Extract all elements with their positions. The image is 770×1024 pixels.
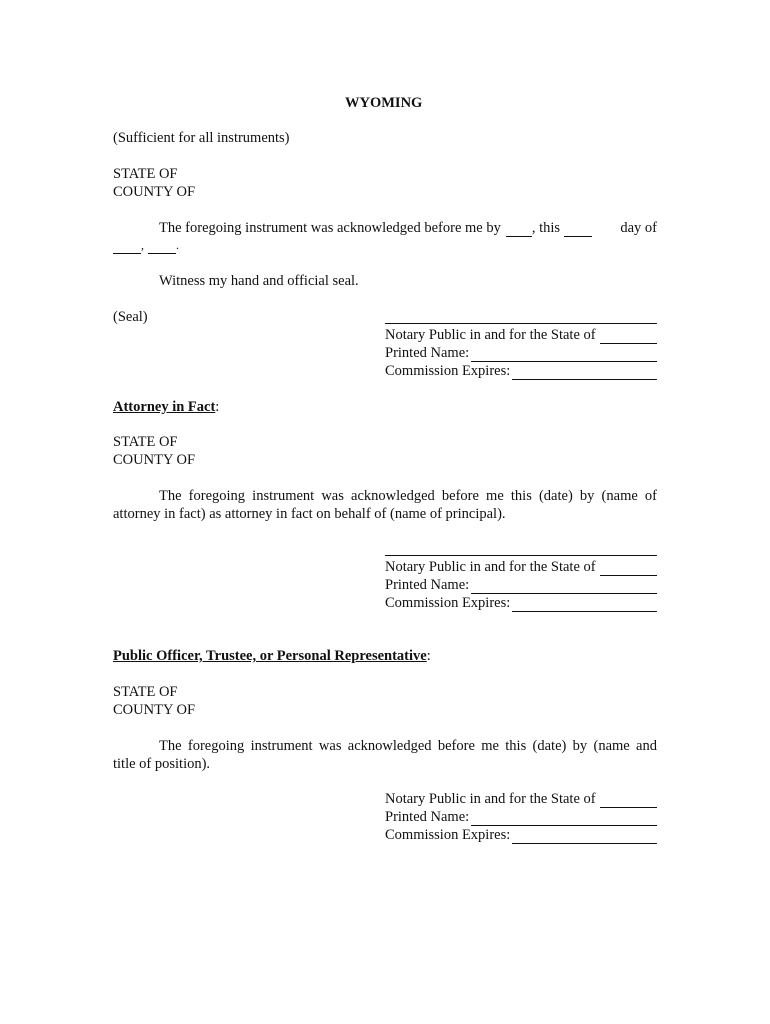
commission-expires-field[interactable] <box>512 830 657 844</box>
acknowledgment-line-2b: attorney in fact) as attorney in fact on behalf of (name of principal). <box>113 506 506 522</box>
date-period: . <box>176 238 179 252</box>
section-heading-text: Attorney in Fact <box>113 399 216 415</box>
county-of-label-1: COUNTY OF <box>113 184 196 200</box>
ack-text-c: day of <box>620 220 657 236</box>
printed-name-row-1 <box>385 344 657 362</box>
county-of-label-2: COUNTY OF <box>113 452 196 468</box>
notary-state-field[interactable] <box>600 330 657 344</box>
commission-expires-label: Commission Expires: <box>385 595 511 611</box>
printed-name-row-3 <box>385 808 657 826</box>
notary-state-field[interactable] <box>600 562 657 576</box>
seal-label: (Seal) <box>113 309 148 325</box>
state-of-label-3: STATE OF <box>113 684 178 700</box>
ack-text-b: , this <box>531 220 561 236</box>
state-of-label-1: STATE OF <box>113 166 178 182</box>
notary-state-label: Notary Public in and for the State of <box>385 559 596 575</box>
notary-state-row-2 <box>385 558 657 576</box>
notary-signature-line-2[interactable] <box>385 555 657 556</box>
notary-state-row-3 <box>385 790 657 808</box>
acknowledgment-line-2a: The foregoing instrument was acknowledged before me this (date) by (name of <box>159 488 657 504</box>
state-of-label-2: STATE OF <box>113 434 178 450</box>
section-heading-text: Public Officer, Trustee, or Personal Representative <box>113 648 427 664</box>
notary-state-field[interactable] <box>600 794 657 808</box>
commission-expires-field[interactable] <box>512 598 657 612</box>
commission-row-2 <box>385 594 657 612</box>
public-officer-heading <box>113 647 431 665</box>
printed-name-label: Printed Name: <box>385 577 470 593</box>
acknowledgment-line-3b: title of position). <box>113 756 211 772</box>
printed-name-label: Printed Name: <box>385 345 470 361</box>
witness-statement: Witness my hand and official seal. <box>159 273 359 289</box>
printed-name-field[interactable] <box>471 348 657 362</box>
commission-expires-field[interactable] <box>512 366 657 380</box>
subtitle: (Sufficient for all instruments) <box>113 130 290 146</box>
signer-name-blank[interactable] <box>506 224 532 237</box>
notary-state-label: Notary Public in and for the State of <box>385 791 596 807</box>
acknowledgment-line-1 <box>159 219 657 237</box>
county-of-label-3: COUNTY OF <box>113 702 196 718</box>
commission-row-3 <box>385 826 657 844</box>
commission-row-1 <box>385 362 657 380</box>
year-blank[interactable] <box>148 243 176 254</box>
commission-expires-label: Commission Expires: <box>385 363 511 379</box>
printed-name-row-2 <box>385 576 657 594</box>
notary-state-row-1 <box>385 326 657 344</box>
attorney-in-fact-heading <box>113 398 219 416</box>
heading-colon: : <box>215 399 220 415</box>
notary-signature-line-1[interactable] <box>385 323 657 324</box>
date-comma: , <box>141 238 144 252</box>
printed-name-label: Printed Name: <box>385 809 470 825</box>
commission-expires-label: Commission Expires: <box>385 827 511 843</box>
day-blank[interactable] <box>564 224 592 237</box>
ack-text-a: The foregoing instrument was acknowledged before me by <box>159 220 501 236</box>
document-title: WYOMING <box>345 95 423 111</box>
acknowledgment-line-3a: The foregoing instrument was acknowledged before me this (date) by (name and <box>159 738 657 754</box>
month-blank[interactable] <box>113 243 141 254</box>
date-blanks-line <box>113 236 179 254</box>
printed-name-field[interactable] <box>471 580 657 594</box>
printed-name-field[interactable] <box>471 812 657 826</box>
heading-colon: : <box>426 648 431 664</box>
notary-state-label: Notary Public in and for the State of <box>385 327 596 343</box>
